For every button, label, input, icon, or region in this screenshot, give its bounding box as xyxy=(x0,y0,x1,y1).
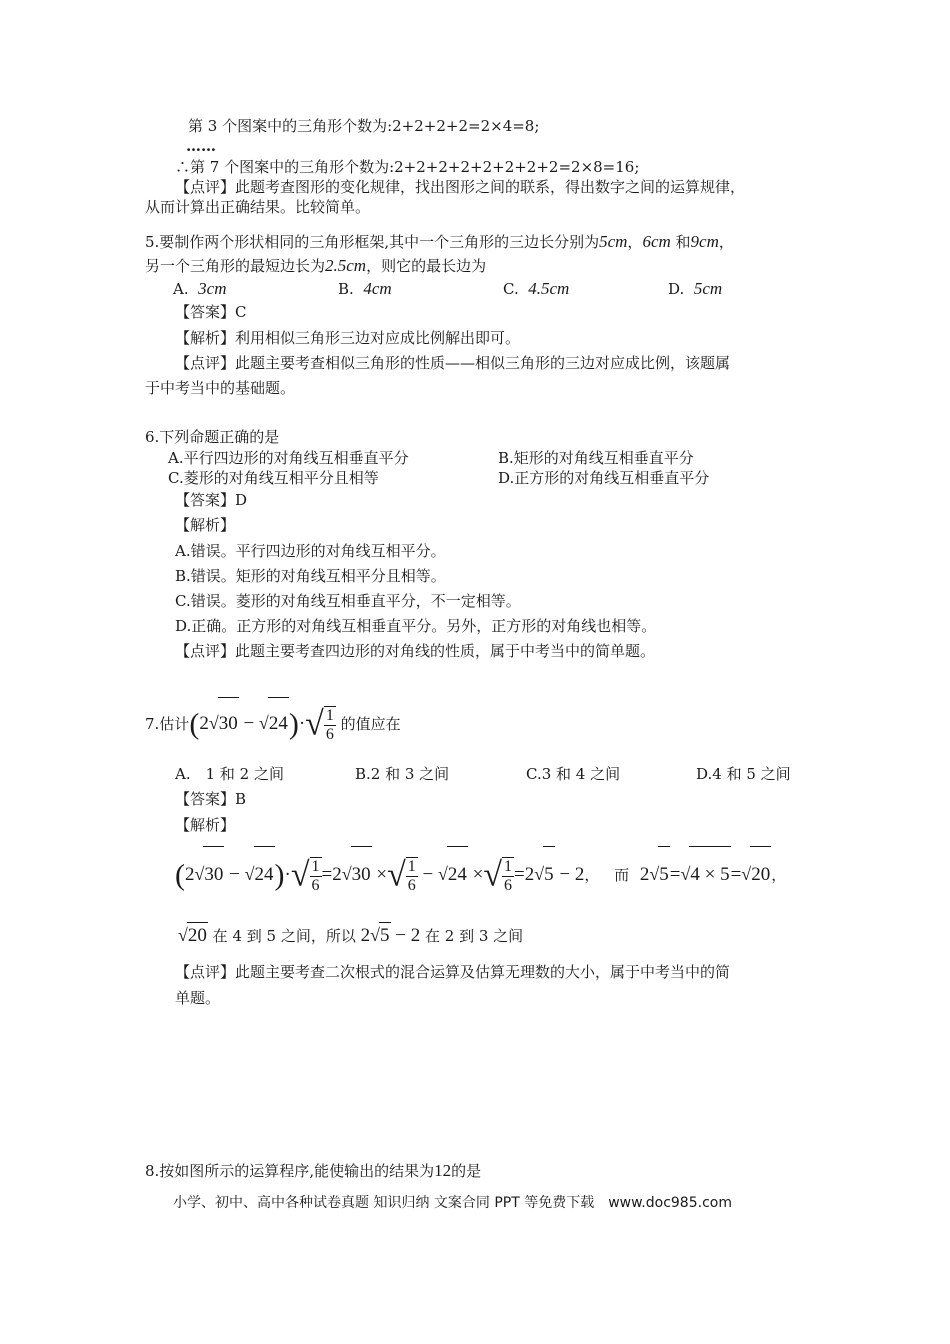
q8-stem-b: 的是 xyxy=(451,1162,482,1180)
q7-denominator: 6 xyxy=(325,725,334,743)
q6-option-b: B.矩形的对角线互相垂直平分 xyxy=(498,449,694,467)
q7-conclusion: √20 在 4 到 5 之间，所以 2√5 − 2 在 2 到 3 之间 xyxy=(178,922,523,948)
q7-option-d: D.4 和 5 之间 xyxy=(696,765,791,783)
q5-comment-2: 于中考当中的基础题。 xyxy=(145,379,296,397)
q7-conclusion-a: 在 4 到 5 之间，所以 xyxy=(212,927,356,945)
eq-minus-2: − 2 xyxy=(559,864,585,885)
eq-frac-1-den: 6 xyxy=(311,876,320,894)
q6-point-a: A.错误。平行四边形的对角线互相平分。 xyxy=(175,542,446,560)
q5-option-b-value: 4cm xyxy=(363,279,392,298)
eq-coef-c: 2 xyxy=(524,864,535,885)
q8-stem xyxy=(145,1161,481,1181)
q7-coef: 2 xyxy=(199,713,209,735)
q5-option-c-label: C. xyxy=(503,280,519,298)
eq-coef-d: 2 xyxy=(639,864,650,885)
q7-option-a: A. 1 和 2 之间 xyxy=(175,765,284,783)
q5-analysis: 【解析】利用相似三角形三边对应成比例解出即可。 xyxy=(175,329,521,347)
q6-analysis: 【解析】 xyxy=(175,516,236,534)
q6-point-b: B.错误。矩形的对角线互相平分且相等。 xyxy=(175,567,446,585)
q5-option-a-label: A. xyxy=(173,280,189,298)
eq-equals-4: = xyxy=(730,864,742,885)
eq-comma: ， xyxy=(584,868,600,884)
eq-frac-3-num: 1 xyxy=(504,857,512,875)
eq-comma-2: ， xyxy=(771,868,787,884)
eq-coef-b: 2 xyxy=(332,864,342,885)
q5-v1: 5cm xyxy=(599,232,628,251)
q5-option-a-value: 3cm xyxy=(198,279,227,298)
q5-answer: 【答案】C xyxy=(175,303,247,321)
q6-option-c: C.菱形的对角线互相平分且相等 xyxy=(168,469,379,487)
eq-frac-3-den: 6 xyxy=(504,876,512,894)
q7-stem xyxy=(145,697,401,749)
eq-er: 而 xyxy=(614,868,630,884)
q6-option-a: A.平行四边形的对角线互相垂直平分 xyxy=(168,449,409,467)
q7-comment-2: 单题。 xyxy=(175,989,221,1007)
eq-coef-a: 2 xyxy=(185,864,195,885)
q7-stem-a: 7.估计 xyxy=(145,715,190,733)
eq-frac-2-den: 6 xyxy=(407,876,416,894)
q7-stem-b: 的值应在 xyxy=(340,715,401,733)
q5-v2: 6cm xyxy=(642,232,671,251)
concl-radicand-5: 5 xyxy=(379,922,391,949)
q7-option-c: C.3 和 4 之间 xyxy=(526,765,621,783)
eq-times-1: × xyxy=(376,864,388,885)
q5-stem-line-2 xyxy=(145,256,486,276)
q7-comment-1: 【点评】此题主要考查二次根式的混合运算及估算无理数的大小，属于中考当中的简 xyxy=(175,963,731,981)
q5-and: 和 xyxy=(670,233,691,251)
eq-frac-3 xyxy=(502,857,514,895)
q7-numerator: 1 xyxy=(325,706,334,724)
q5-v4: 2.5cm xyxy=(325,256,367,275)
eq-equals-2: = xyxy=(514,864,525,885)
q6-stem: 6.下列命题正确的是 xyxy=(145,428,280,446)
eq-radicand-4x5: 4 × 5 xyxy=(689,846,730,903)
q7-fraction xyxy=(324,706,336,744)
eq-radicand-24b: 24 xyxy=(447,846,468,903)
q8-stem-a: 8.按如图所示的运算程序,能使输出的结果为 xyxy=(145,1162,435,1180)
comment-line-1: 【点评】此题考查图形的变化规律，找出图形之间的联系，得出数字之间的运算规律， xyxy=(175,178,746,196)
q5-option-b-label: B. xyxy=(338,280,354,298)
q8-number: 12 xyxy=(434,1161,452,1180)
q5-stem-line-1 xyxy=(145,232,734,252)
eq-equals-3: = xyxy=(669,864,681,885)
eq-radicand-5b: 5 xyxy=(658,846,670,903)
q5-sep1: ， xyxy=(627,233,643,251)
line-triangle-count-7: ∴第 7 个图案中的三角形个数为:2+2+2+2+2+2+2+2=2×8=16; xyxy=(175,158,640,176)
q5-stem-b: 另一个三角形的最短边长为 xyxy=(145,257,326,275)
q5-v3: 9cm xyxy=(690,232,719,251)
eq-dot: · xyxy=(284,864,291,885)
q5-option-b xyxy=(338,279,392,299)
comment-line-2: 从而计算出正确结果。比较简单。 xyxy=(145,198,371,216)
concl-coef: 2 xyxy=(360,925,371,946)
eq-frac-2 xyxy=(406,857,418,895)
eq-radicand-30: 30 xyxy=(203,846,224,903)
q6-point-d: D.正确。正方形的对角线互相垂直平分。另外，正方形的对角线也相等。 xyxy=(175,617,657,635)
eq-minus-a: − xyxy=(229,864,240,885)
line-triangle-count-3: 第 3 个图案中的三角形个数为:2+2+2+2=2×4=8; xyxy=(188,117,540,135)
q7-dot: · xyxy=(298,713,306,735)
q5-stem-a: 5.要制作两个形状相同的三角形框架,其中一个三角形的三边长分别为 xyxy=(145,233,600,251)
q7-minus: − xyxy=(243,713,255,735)
q5-option-a xyxy=(173,279,226,299)
q6-option-d: D.正方形的对角线互相垂直平分 xyxy=(498,469,710,487)
concl-minus-2: − 2 xyxy=(395,925,421,946)
eq-equals-1: = xyxy=(321,864,333,885)
q5-option-d xyxy=(668,279,722,299)
eq-frac-1 xyxy=(310,857,322,895)
eq-radicand-30b: 30 xyxy=(351,846,372,903)
eq-radicand-20: 20 xyxy=(750,846,771,903)
q5-stem-c: ，则它的最长边为 xyxy=(366,257,487,275)
q5-option-c xyxy=(503,279,569,299)
eq-radicand-5: 5 xyxy=(543,846,555,903)
q7-radicand-30: 30 xyxy=(218,697,239,750)
q7-equation: (2√30 − √24)·√ $\frac{1}{6}$ =2√30 ×√ $\frac{1}{6}$ − √24 ×√ $\frac{1}{6}$ =2√5 − 2， 而 2√5=√4 × 5=√20， xyxy=(175,846,786,902)
eq-times-2: × xyxy=(472,864,484,885)
q6-comment: 【点评】此题主要考查四边形的对角线的性质，属于中考当中的简单题。 xyxy=(175,642,656,660)
q7-option-b: B.2 和 3 之间 xyxy=(355,765,450,783)
concl-radicand-20: 20 xyxy=(187,922,208,949)
q7-answer: 【答案】B xyxy=(175,790,247,808)
q7-expression: (2√30 − √24)·√ $\frac{1}{6}$ xyxy=(189,713,336,734)
eq-minus-b: − xyxy=(422,864,434,885)
eq-radicand-24: 24 xyxy=(254,846,275,903)
q5-option-c-value: 4.5cm xyxy=(528,279,570,298)
q6-answer: 【答案】D xyxy=(175,491,248,509)
q6-point-c: C.错误。菱形的对角线互相垂直平分，不一定相等。 xyxy=(175,592,521,610)
q5-sep2: ， xyxy=(718,233,734,251)
ellipsis: …… xyxy=(186,137,216,155)
q5-comment-1: 【点评】此题主要考查相似三角形的性质——相似三角形的三边对应成比例，该题属 xyxy=(175,354,731,372)
q7-analysis: 【解析】 xyxy=(175,816,236,834)
q7-conclusion-b: 在 2 到 3 之间 xyxy=(425,927,524,945)
footer-banner: 小学、初中、高中各种试卷真题 知识归纳 文案合同 PPT 等免费下载 www.doc985.com xyxy=(173,1195,732,1211)
eq-frac-2-num: 1 xyxy=(407,857,416,875)
q5-option-d-label: D. xyxy=(668,280,685,298)
q5-option-d-value: 5cm xyxy=(693,279,723,298)
q7-radicand-24: 24 xyxy=(268,697,289,750)
eq-frac-1-num: 1 xyxy=(311,857,320,875)
